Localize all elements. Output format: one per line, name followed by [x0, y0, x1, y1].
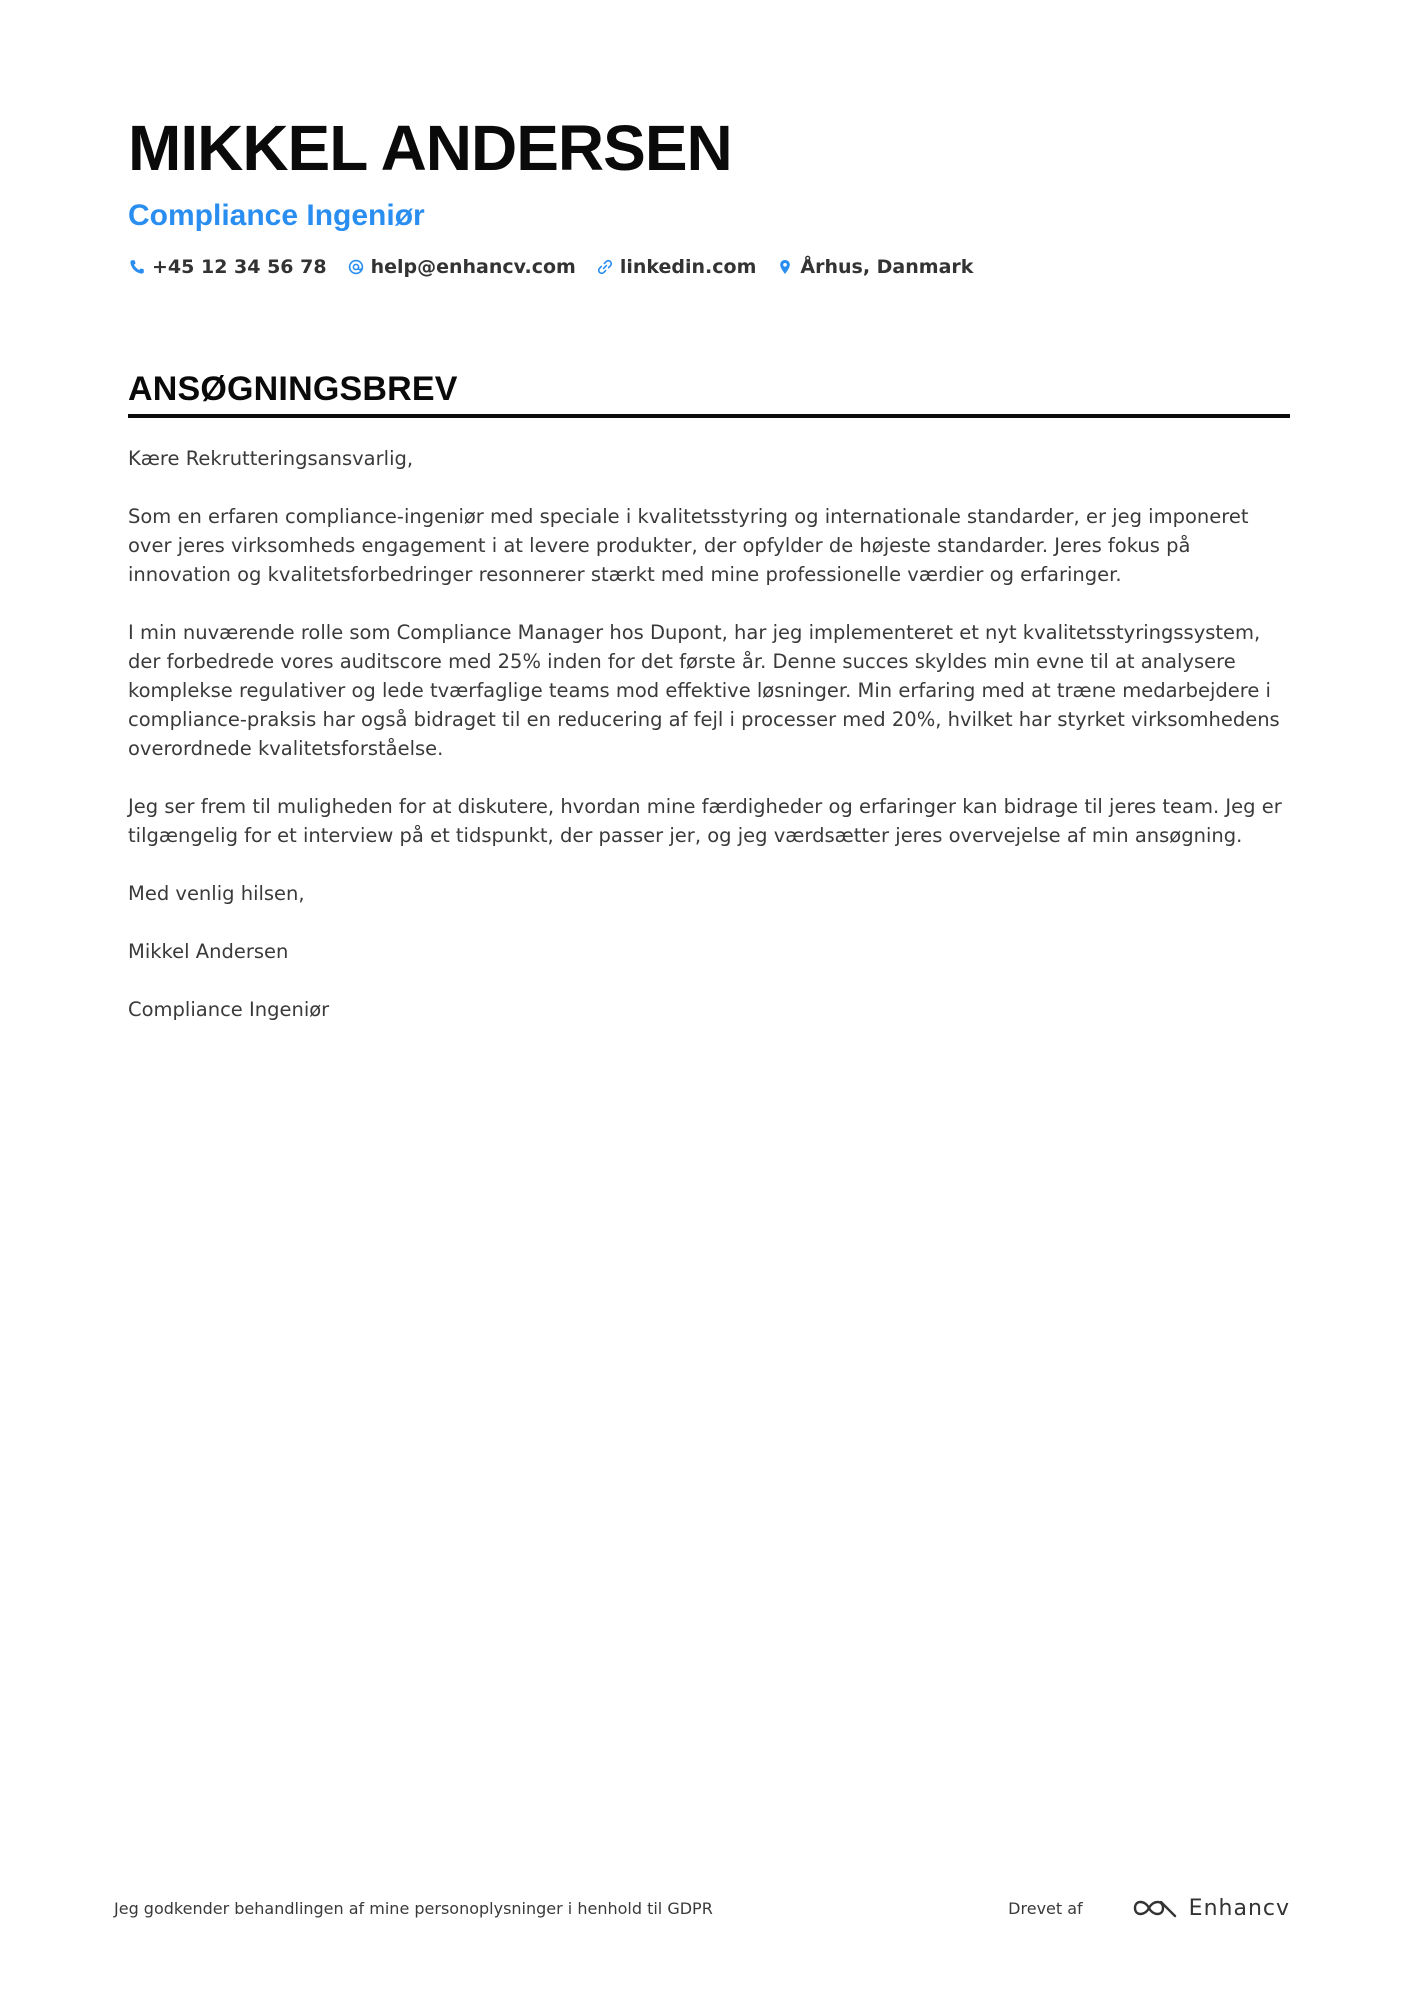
contact-linkedin — [596, 256, 757, 278]
phone-text[interactable]: +45 12 34 56 78 — [152, 256, 327, 278]
closing: Med venlig hilsen, — [128, 882, 305, 905]
letter-paragraph: Som en erfaren compliance-ingeniør med speciale i kvalitetsstyring og internationale standarder, er jeg imponeret over jeres virksomheds engagement i at levere produkter, der opfylder de højeste standarder. Jeres fokus på innovation og kvalitetsforbedringer resonnerer stærkt med mine professionelle værdier og erfaringer. — [128, 505, 1249, 586]
powered-by-label: Drevet af — [1008, 1898, 1083, 1918]
footer — [114, 1888, 1290, 1928]
contact-bar — [128, 256, 1288, 278]
section-title: ANSØGNINGSBREV — [128, 370, 458, 408]
email-text[interactable]: help@enhancv.com — [370, 256, 576, 278]
job-title: Compliance Ingeniør — [128, 199, 425, 232]
contact-email — [347, 256, 576, 278]
salutation: Kære Rekrutteringsansvarlig, — [128, 447, 414, 470]
section-divider — [128, 414, 1290, 418]
signature-title: Compliance Ingeniør — [128, 998, 330, 1021]
location-text: Århus, Danmark — [800, 256, 974, 278]
contact-phone — [128, 256, 327, 278]
header — [128, 108, 1288, 278]
candidate-name: MIKKEL ANDERSEN — [128, 112, 732, 184]
contact-location — [776, 256, 973, 278]
enhancv-logo[interactable] — [1131, 1894, 1290, 1922]
powered-by — [1008, 1894, 1290, 1922]
gdpr-consent: Jeg godkender behandlingen af mine personoplysninger i henhold til GDPR — [114, 1898, 713, 1918]
cover-letter-section — [128, 368, 1290, 1053]
letter-paragraph: Jeg ser frem til muligheden for at diskutere, hvordan mine færdigheder og erfaringer kan bidrage til jeres team. Jeg er tilgængelig for et interview på et tidspunkt, der passer jer, og jeg værdsætter jeres overvejelse af min ansøgning. — [128, 795, 1282, 847]
signature-name: Mikkel Andersen — [128, 940, 289, 963]
link-icon — [596, 258, 614, 276]
letter-paragraph: I min nuværende rolle som Compliance Manager hos Dupont, har jeg implementeret et nyt kvalitetsstyringssystem, der forbedrede vores auditscore med 25% inden for det første år. Denne succes skyldes min evne til at analysere komplekse regulativer og lede tværfaglige teams mod effektive løsninger. Min erfaring med at træne medarbejdere i compliance-praksis har også bidraget til en reducering af fejl i processer med 20%, hvilket har styrket virksomhedens overordnede kvalitetsforståelse. — [128, 621, 1280, 760]
enhancv-logo-icon — [1131, 1894, 1179, 1922]
phone-icon — [128, 258, 146, 276]
brand-name: Enhancv — [1188, 1895, 1290, 1921]
location-pin-icon — [776, 258, 794, 276]
letter-body — [128, 444, 1290, 1024]
at-icon — [347, 258, 365, 276]
linkedin-text[interactable]: linkedin.com — [619, 256, 757, 278]
